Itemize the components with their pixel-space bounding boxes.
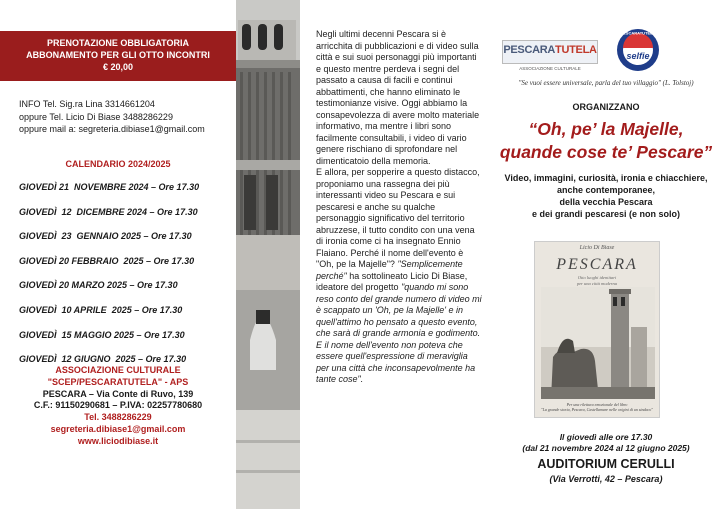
association-block bbox=[0, 365, 236, 448]
reservation-banner bbox=[0, 31, 236, 81]
calendar-title: CALENDARIO 2024/2025 bbox=[65, 159, 171, 169]
article-quote: "Semplicemente perché" bbox=[316, 259, 463, 281]
association-address: PESCARA – Via Conte di Ruvo, 139 bbox=[42, 388, 194, 399]
description-line: della vecchia Pescara bbox=[559, 197, 653, 207]
article-text: ha sottolineato Licio Di Biase, ideatore del progetto bbox=[316, 270, 468, 292]
calendar-date: GIOVEDÌ 20 FEBBRAIO 2025 – Ore 17.30 bbox=[19, 255, 195, 266]
logo2-arc: PESCARATUTELA bbox=[620, 30, 656, 36]
description-line: anche contemporanee, bbox=[556, 185, 656, 195]
contact-info bbox=[19, 98, 229, 136]
venue-name: AUDITORIUM CERULLI bbox=[537, 457, 675, 471]
article-text: E allora, per sopperire a questo distacco, proponiamo una rassegna dei più interessanti video su Pescara e sui pescaresi e anche su qualche personaggio significativo del territorio abruzzese, il tutto condito con una vena di ironia come ci ha insegnato Ennio Flaiano. Perché il nome dell'evento è "Oh, pe la Majelle"? bbox=[316, 167, 480, 269]
logo2-word: selfie bbox=[626, 51, 650, 61]
article-paragraph bbox=[316, 167, 482, 386]
banner-line: ABBONAMENTO PER GLI OTTO INCONTRI bbox=[26, 50, 210, 60]
logo-subtitle: ASSOCIAZIONE CULTURALE bbox=[519, 66, 581, 71]
association-email: segreteria.dibiase1@gmail.com bbox=[50, 423, 186, 434]
calendar-date: GIOVEDÌ 21 NOVEMBRE 2024 – Ore 17.30 bbox=[19, 182, 200, 192]
association-name: "SCEP/PESCARATUTELA" - APS bbox=[47, 376, 189, 387]
logo-word: PESCARA bbox=[503, 44, 556, 56]
banner-line: PRENOTAZIONE OBBLIGATORIA bbox=[46, 38, 189, 48]
description-line: Video, immagini, curiosità, ironia e chiacchiere, bbox=[504, 173, 708, 183]
association-name: ASSOCIAZIONE CULTURALE bbox=[55, 365, 181, 375]
contact-line: oppure Tel. Licio Di Biase 3488286229 bbox=[19, 111, 173, 122]
book-photo-icon bbox=[541, 287, 655, 399]
selfie-logo bbox=[616, 28, 660, 72]
event-title-line: quande cose te’ Pescare” bbox=[499, 142, 713, 162]
book-author: Licio Di Biase bbox=[579, 245, 615, 251]
tolstoj-quote: "Se vuoi essere universale, parla del tuo villaggio" (L. Tolstoj) bbox=[518, 79, 694, 87]
event-description bbox=[492, 172, 720, 220]
article-quote: "quando mi sono reso conto del grande numero di video mi è scappato un 'Oh, pe la Majelle' e in quell'attimo ho pensato a questo evento, che sarà di grande armonia e godimento. E il nome dell'evento non poteva che essere quell'espressione di meraviglia per una città che inconsapevolmente ha tante cose". bbox=[316, 282, 482, 384]
calendar-list bbox=[19, 182, 234, 379]
banner-price: € 20,00 bbox=[102, 62, 134, 72]
description-line: e dei grandi pescaresi (e non solo) bbox=[531, 209, 681, 219]
tower-illustration bbox=[236, 0, 300, 509]
tower-photo bbox=[236, 0, 300, 509]
calendar-date: GIOVEDÌ 23 GENNAIO 2025 – Ore 17.30 bbox=[19, 231, 192, 242]
calendar-date: GIOVEDÌ 12 DICEMBRE 2024 – Ore 17.30 bbox=[19, 206, 198, 217]
association-website: www.liciodibiase.it bbox=[77, 435, 159, 446]
venue-address: (Via Verrotti, 42 – Pescara) bbox=[549, 474, 663, 484]
article-column bbox=[316, 29, 482, 386]
schedule-line: (dal 21 novembre 2024 al 12 giugno 2025) bbox=[522, 443, 690, 453]
left-panel bbox=[0, 0, 236, 509]
event-title-line: “Oh, pe’ la Majelle, bbox=[528, 119, 684, 139]
contact-line: oppure mail a: segreteria.dibiase1@gmail.com bbox=[19, 124, 205, 134]
calendar-date: GIOVEDÌ 15 MAGGIO 2025 – Ore 17.30 bbox=[19, 329, 185, 340]
event-title bbox=[492, 118, 720, 164]
right-panel bbox=[492, 0, 720, 509]
contact-line: INFO Tel. Sig.ra Lina 3314661204 bbox=[19, 99, 155, 109]
calendar-date: GIOVEDÌ 20 MARZO 2025 – Ore 17.30 bbox=[19, 280, 178, 291]
calendar-date: GIOVEDÌ 10 APRILE 2025 – Ore 17.30 bbox=[19, 304, 183, 315]
organizers-label: ORGANIZZANO bbox=[572, 102, 640, 112]
pescaratutela-logo bbox=[502, 40, 598, 64]
association-phone: Tel. 3488286229 bbox=[84, 412, 152, 423]
logo-word: TUTELA bbox=[555, 44, 597, 56]
association-tax: C.F.: 91150290681 – P.IVA: 02257780680 bbox=[33, 400, 203, 411]
article-paragraph: Negli ultimi decenni Pescara si è arricchita di pubblicazioni e di video sulla città e sui suoi personaggi più importanti e questo mentre perdeva i segni del passato a causa di facili e continui abbattimenti, che hanno eliminato le testimonianze visive. Oggi abbiamo la consapevolezza di avere molto materiale informativo, ma mentre i libri sono facilmente consultabili, i video di vario genere rischiano di sprofondare nel dimenticatoio della memoria. bbox=[316, 29, 480, 166]
book-subtitle: Otto luoghi identitari per una città moderna bbox=[576, 275, 618, 286]
schedule-line: Il giovedì alle ore 17.30 bbox=[559, 432, 653, 442]
event-schedule bbox=[492, 432, 720, 454]
book-cover bbox=[534, 241, 660, 418]
calendar-date: GIOVEDÌ 12 GIUGNO 2025 – Ore 17.30 bbox=[19, 354, 187, 365]
book-title: PESCARA bbox=[556, 256, 638, 273]
book-footer: Per una rilettura emozionale del libro "La grande storia, Pescara, Castellamare nelle origini di un sindaco" bbox=[541, 402, 653, 412]
selfie-badge-icon bbox=[616, 28, 660, 72]
